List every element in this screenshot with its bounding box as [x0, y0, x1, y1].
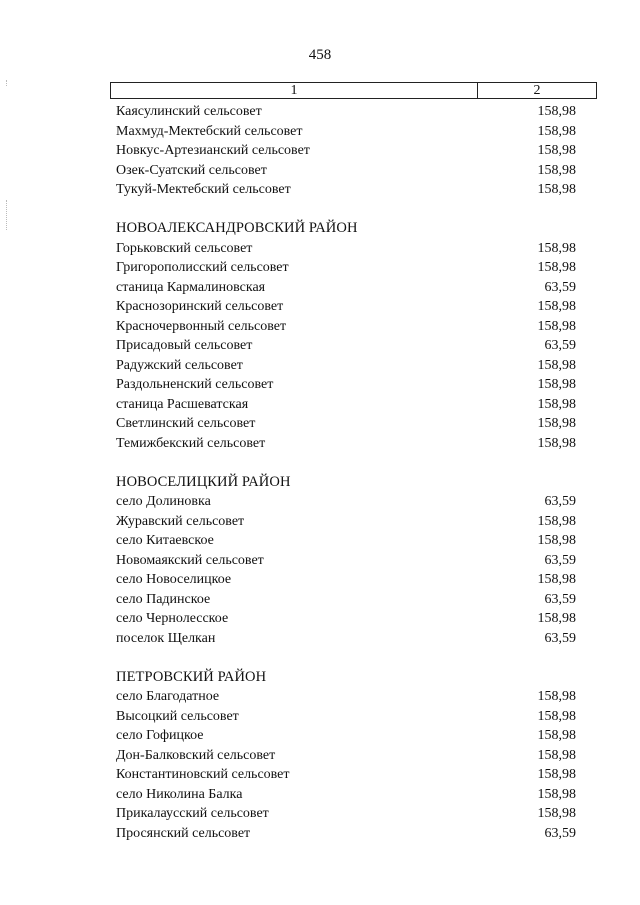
district-title: НОВОСЕЛИЦКИЙ РАЙОН — [116, 473, 291, 490]
settlement-name: село Китаевское — [116, 533, 214, 548]
settlement-value: 158,98 — [537, 318, 576, 334]
column-header-1: 1 — [111, 83, 478, 98]
district-section — [116, 219, 576, 453]
table-row — [116, 375, 576, 395]
settlement-value: 158,98 — [537, 260, 576, 275]
table-row — [116, 824, 576, 844]
settlement-value: 158,98 — [537, 767, 576, 782]
settlement-value: 63,59 — [544, 591, 576, 607]
table-row — [116, 297, 576, 317]
settlement-name: Светлинский сельсовет — [116, 416, 256, 431]
settlement-name: Новомаякский сельсовет — [116, 552, 264, 568]
table-row — [116, 570, 576, 590]
settlement-name: село Новоселицкое — [116, 572, 232, 587]
settlement-value: 158,98 — [537, 786, 576, 802]
settlement-name: Константиновский сельсовет — [116, 767, 290, 782]
settlement-value: 158,98 — [537, 728, 576, 743]
settlement-value: 158,98 — [537, 572, 576, 587]
settlement-name: Прикалаусский сельсовет — [116, 806, 269, 821]
table-row — [116, 726, 576, 746]
settlement-name: Раздольненский сельсовет — [116, 377, 274, 392]
table-row — [116, 336, 576, 356]
settlement-name: Тукуй-Мектебский сельсовет — [116, 182, 291, 197]
settlement-value: 158,98 — [537, 377, 576, 392]
settlement-name: Озек-Суатский сельсовет — [116, 162, 267, 178]
settlement-value: 158,98 — [537, 533, 576, 548]
table-row — [116, 804, 576, 824]
table-row — [116, 746, 576, 766]
settlement-name: Журавский сельсовет — [116, 513, 245, 529]
table-row — [116, 687, 576, 707]
table-row — [116, 356, 576, 376]
table-row — [116, 434, 576, 454]
settlement-value: 158,98 — [537, 182, 576, 197]
table-row — [116, 531, 576, 551]
settlement-value: 158,98 — [537, 143, 576, 158]
table-row — [116, 414, 576, 434]
settlement-value: 63,59 — [544, 494, 576, 509]
settlement-value: 158,98 — [537, 416, 576, 431]
table-row — [116, 765, 576, 785]
table-row — [116, 239, 576, 259]
settlement-name: село Гофицкое — [116, 728, 204, 743]
district-section — [116, 102, 576, 200]
settlement-name: село Николина Балка — [116, 786, 243, 802]
settlement-name: село Благодатное — [116, 689, 220, 704]
table-row — [116, 609, 576, 629]
settlement-name: Новкус-Артезианский сельсовет — [116, 143, 310, 158]
table-row — [116, 492, 576, 512]
table-row — [116, 395, 576, 415]
settlement-name: станица Кармалиновская — [116, 279, 266, 295]
settlement-value: 158,98 — [537, 104, 576, 119]
settlement-name: село Чернолесское — [116, 611, 229, 626]
settlement-value: 158,98 — [537, 513, 576, 529]
settlement-name: Высоцкий сельсовет — [116, 708, 239, 724]
settlement-value: 158,98 — [537, 435, 576, 451]
table-row — [116, 258, 576, 278]
settlement-value: 158,98 — [537, 806, 576, 821]
settlement-value: 158,98 — [537, 357, 576, 373]
settlement-name: Радужский сельсовет — [116, 357, 243, 373]
settlement-name: Каясулинский сельсовет — [116, 104, 262, 119]
page-number: 458 — [308, 47, 332, 63]
table-row — [116, 317, 576, 337]
settlement-value: 158,98 — [537, 299, 576, 314]
settlement-name: село Падинское — [116, 591, 211, 607]
settlement-name: Красночервонный сельсовет — [116, 318, 287, 334]
settlement-name: Дон-Балковский сельсовет — [116, 747, 276, 763]
settlement-value: 63,59 — [544, 279, 576, 295]
settlement-name: Горьковский сельсовет — [116, 240, 253, 256]
table-row — [116, 102, 576, 122]
table-row — [116, 141, 576, 161]
table-row — [116, 278, 576, 298]
table-row — [116, 629, 576, 649]
settlement-value: 158,98 — [537, 162, 576, 178]
settlement-name: село Долиновка — [116, 494, 211, 509]
table-header — [110, 82, 597, 99]
table-row — [116, 161, 576, 181]
settlement-name: станица Расшеватская — [116, 396, 249, 412]
settlement-value: 158,98 — [537, 747, 576, 763]
district-title: ПЕТРОВСКИЙ РАЙОН — [116, 668, 267, 685]
settlement-name: Григорополисский сельсовет — [116, 260, 289, 275]
settlement-value: 63,59 — [544, 338, 576, 353]
margin-mark — [6, 200, 9, 230]
table-row — [116, 551, 576, 571]
column-header-2: 2 — [533, 83, 541, 98]
table-row — [116, 785, 576, 805]
settlement-value: 158,98 — [537, 396, 576, 412]
settlement-name: поселок Щелкан — [116, 630, 216, 646]
document-body — [116, 102, 576, 843]
settlement-name: Темижбекский сельсовет — [116, 435, 266, 451]
margin-mark — [6, 80, 9, 86]
district-section — [116, 473, 576, 649]
table-row — [116, 512, 576, 532]
table-row — [116, 180, 576, 200]
table-row — [116, 707, 576, 727]
settlement-name: Махмуд-Мектебский сельсовет — [116, 123, 303, 139]
settlement-name: Краснозоринский сельсовет — [116, 299, 284, 314]
table-row — [116, 590, 576, 610]
settlement-value: 158,98 — [537, 123, 576, 139]
settlement-value: 158,98 — [537, 689, 576, 704]
settlement-name: Просянский сельсовет — [116, 825, 251, 841]
settlement-value: 63,59 — [544, 630, 576, 646]
table-row — [116, 122, 576, 142]
settlement-value: 158,98 — [537, 240, 576, 256]
settlement-value: 158,98 — [537, 708, 576, 724]
district-title: НОВОАЛЕКСАНДРОВСКИЙ РАЙОН — [116, 220, 358, 236]
district-section — [116, 668, 576, 844]
settlement-value: 63,59 — [544, 552, 576, 568]
settlement-name: Присадовый сельсовет — [116, 338, 253, 353]
settlement-value: 158,98 — [537, 611, 576, 626]
settlement-value: 63,59 — [544, 825, 576, 841]
